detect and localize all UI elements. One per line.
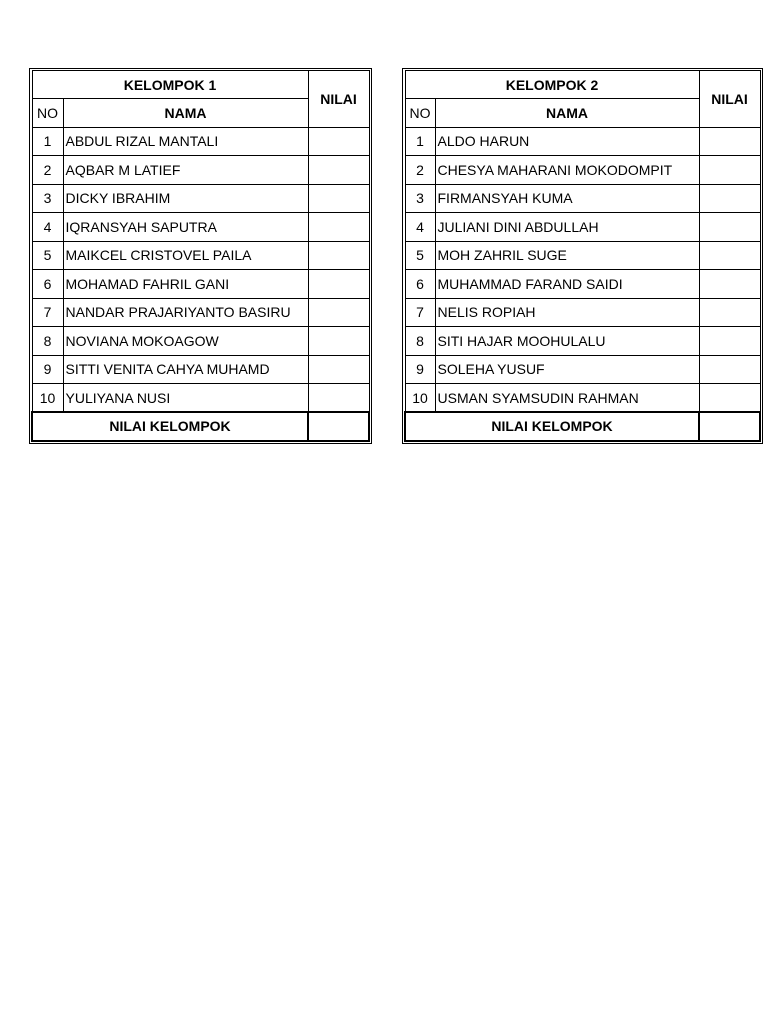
- member-name: SITTI VENITA CAHYA MUHAMD: [63, 355, 308, 384]
- member-score-cell[interactable]: [699, 184, 760, 213]
- table-row: [32, 213, 369, 242]
- member-name: IQRANSYAH SAPUTRA: [63, 213, 308, 242]
- member-number: 4: [405, 213, 435, 242]
- group-footer-row: [32, 412, 369, 441]
- member-name: ALDO HARUN: [435, 127, 699, 156]
- member-name: SOLEHA YUSUF: [435, 355, 699, 384]
- member-number: 2: [405, 156, 435, 185]
- member-name: NELIS ROPIAH: [435, 298, 699, 327]
- member-score-cell[interactable]: [699, 270, 760, 299]
- no-column-header: NO: [32, 99, 63, 128]
- group-title-row: [32, 71, 369, 99]
- member-number: 6: [32, 270, 63, 299]
- member-name: MOH ZAHRIL SUGE: [435, 241, 699, 270]
- member-number: 3: [405, 184, 435, 213]
- member-name: MOHAMAD FAHRIL GANI: [63, 270, 308, 299]
- member-score-cell[interactable]: [699, 213, 760, 242]
- table-row: [405, 241, 760, 270]
- name-column-header: NAMA: [435, 99, 699, 128]
- group-2-table: [404, 70, 761, 442]
- group-2-sheet: [402, 68, 763, 444]
- name-column-header: NAMA: [63, 99, 308, 128]
- member-score-cell[interactable]: [308, 156, 369, 185]
- member-number: 7: [405, 298, 435, 327]
- member-name: ABDUL RIZAL MANTALI: [63, 127, 308, 156]
- group-score-label: NILAI KELOMPOK: [32, 412, 308, 441]
- member-number: 8: [32, 327, 63, 356]
- member-name: YULIYANA NUSI: [63, 384, 308, 413]
- member-number: 6: [405, 270, 435, 299]
- member-name: USMAN SYAMSUDIN RAHMAN: [435, 384, 699, 413]
- member-score-cell[interactable]: [699, 241, 760, 270]
- member-number: 3: [32, 184, 63, 213]
- member-name: SITI HAJAR MOOHULALU: [435, 327, 699, 356]
- score-column-header: NILAI: [308, 71, 369, 128]
- table-row: [405, 270, 760, 299]
- member-number: 10: [32, 384, 63, 413]
- table-row: [32, 384, 369, 413]
- table-row: [32, 270, 369, 299]
- member-score-cell[interactable]: [308, 127, 369, 156]
- member-score-cell[interactable]: [699, 327, 760, 356]
- member-name: MUHAMMAD FARAND SAIDI: [435, 270, 699, 299]
- group-score-cell[interactable]: [699, 412, 760, 441]
- group-footer-row: [405, 412, 760, 441]
- member-number: 1: [32, 127, 63, 156]
- member-number: 4: [32, 213, 63, 242]
- member-number: 7: [32, 298, 63, 327]
- member-number: 2: [32, 156, 63, 185]
- member-name: FIRMANSYAH KUMA: [435, 184, 699, 213]
- member-name: DICKY IBRAHIM: [63, 184, 308, 213]
- group-title: KELOMPOK 2: [405, 71, 699, 99]
- member-name: NOVIANA MOKOAGOW: [63, 327, 308, 356]
- member-name: MAIKCEL CRISTOVEL PAILA: [63, 241, 308, 270]
- table-row: [32, 241, 369, 270]
- table-row: [32, 327, 369, 356]
- table-row: [32, 298, 369, 327]
- group-1-table: [31, 70, 370, 442]
- group-1-sheet: [29, 68, 372, 444]
- table-row: [405, 327, 760, 356]
- table-row: [32, 127, 369, 156]
- member-score-cell[interactable]: [308, 355, 369, 384]
- table-row: [405, 184, 760, 213]
- table-row: [405, 298, 760, 327]
- member-score-cell[interactable]: [699, 127, 760, 156]
- table-row: [32, 156, 369, 185]
- member-name: JULIANI DINI ABDULLAH: [435, 213, 699, 242]
- group-title-row: [405, 71, 760, 99]
- score-column-header: NILAI: [699, 71, 760, 128]
- table-row: [405, 156, 760, 185]
- member-number: 5: [405, 241, 435, 270]
- table-row: [405, 384, 760, 413]
- member-score-cell[interactable]: [308, 384, 369, 413]
- table-row: [405, 355, 760, 384]
- member-score-cell[interactable]: [699, 384, 760, 413]
- member-score-cell[interactable]: [308, 241, 369, 270]
- group-score-label: NILAI KELOMPOK: [405, 412, 699, 441]
- member-number: 8: [405, 327, 435, 356]
- member-number: 1: [405, 127, 435, 156]
- member-score-cell[interactable]: [308, 213, 369, 242]
- member-name: CHESYA MAHARANI MOKODOMPIT: [435, 156, 699, 185]
- member-number: 9: [32, 355, 63, 384]
- member-name: AQBAR M LATIEF: [63, 156, 308, 185]
- member-score-cell[interactable]: [308, 327, 369, 356]
- table-row: [32, 184, 369, 213]
- table-row: [32, 355, 369, 384]
- group-title: KELOMPOK 1: [32, 71, 308, 99]
- member-score-cell[interactable]: [308, 184, 369, 213]
- member-number: 10: [405, 384, 435, 413]
- member-score-cell[interactable]: [308, 298, 369, 327]
- member-number: 5: [32, 241, 63, 270]
- member-score-cell[interactable]: [699, 298, 760, 327]
- member-score-cell[interactable]: [699, 156, 760, 185]
- member-score-cell[interactable]: [699, 355, 760, 384]
- table-row: [405, 213, 760, 242]
- table-row: [405, 127, 760, 156]
- member-name: NANDAR PRAJARIYANTO BASIRU: [63, 298, 308, 327]
- no-column-header: NO: [405, 99, 435, 128]
- member-number: 9: [405, 355, 435, 384]
- group-score-cell[interactable]: [308, 412, 369, 441]
- member-score-cell[interactable]: [308, 270, 369, 299]
